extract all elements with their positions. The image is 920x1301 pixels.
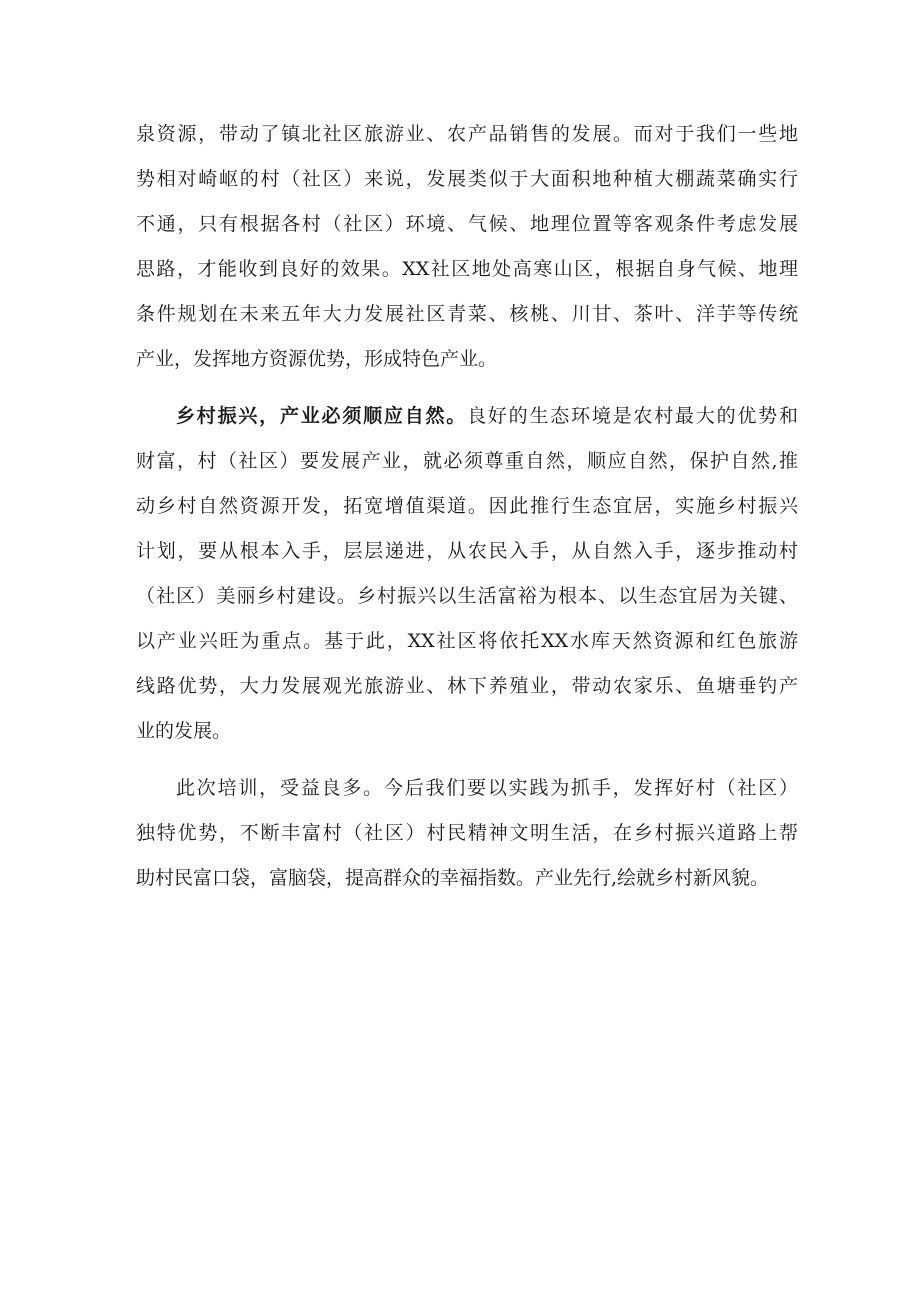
text-line: 势相对崎岖的村（社区）来说，发展类似于大面积地种植大棚蔬菜确实行 [136,168,798,190]
text-line: 不通，只有根据各村（社区）环境、气候、地理位置等客观条件考虑发展 [136,213,798,235]
paragraph-follow-nature [136,394,798,754]
paragraph-lead-heading: 乡村振兴，产业必须顺应自然。 [176,405,468,427]
paragraph-resources [136,112,798,382]
text-line: （社区）美丽乡村建设。乡村振兴以生活富裕为根本、以生态宜居为关键、 [136,585,798,607]
text-line: 动乡村自然资源开发，拓宽增值渠道。因此推行生态宜居，实施乡村振兴 [136,495,798,517]
text-line: 以产业兴旺为重点。基于此，XX社区将依托XX水库天然资源和红色旅游 [136,630,798,652]
text-line [136,394,798,439]
text-line: 财富，村（社区）要发展产业，就必须尊重自然，顺应自然，保护自然,推 [136,450,798,472]
text-line: 计划，要从根本入手，层层递进，从农民入手，从自然入手，逐步推动村 [136,540,798,562]
text-line: 线路优势，大力发展观光旅游业、林下养殖业，带动农家乐、鱼塘垂钓产 [136,675,798,697]
text-line: 思路，才能收到良好的效果。XX社区地处高寒山区，根据自身气候、地理 [136,258,798,280]
paragraph-conclusion [136,766,798,901]
text-line: 此次培训，受益良多。今后我们要以实践为抓手，发挥好村（社区） [176,777,798,799]
text-line: 助村民富口袋，富脑袋，提高群众的幸福指数。产业先行,绘就乡村新风貌。 [136,867,770,889]
document-body [136,112,798,913]
text-line: 条件规划在未来五年大力发展社区青菜、核桃、川甘、茶叶、洋芋等传统 [136,303,798,325]
text-line: 业的发展。 [136,720,232,742]
text-line: 独特优势，不断丰富村（社区）村民精神文明生活，在乡村振兴道路上帮 [136,822,798,844]
text-line: 产业，发挥地方资源优势，形成特色产业。 [136,348,498,370]
paragraph-first-line-rest: 良好的生态环境是农村最大的优势和 [467,405,798,427]
text-line: 泉资源，带动了镇北社区旅游业、农产品销售的发展。而对于我们一些地 [136,123,798,145]
